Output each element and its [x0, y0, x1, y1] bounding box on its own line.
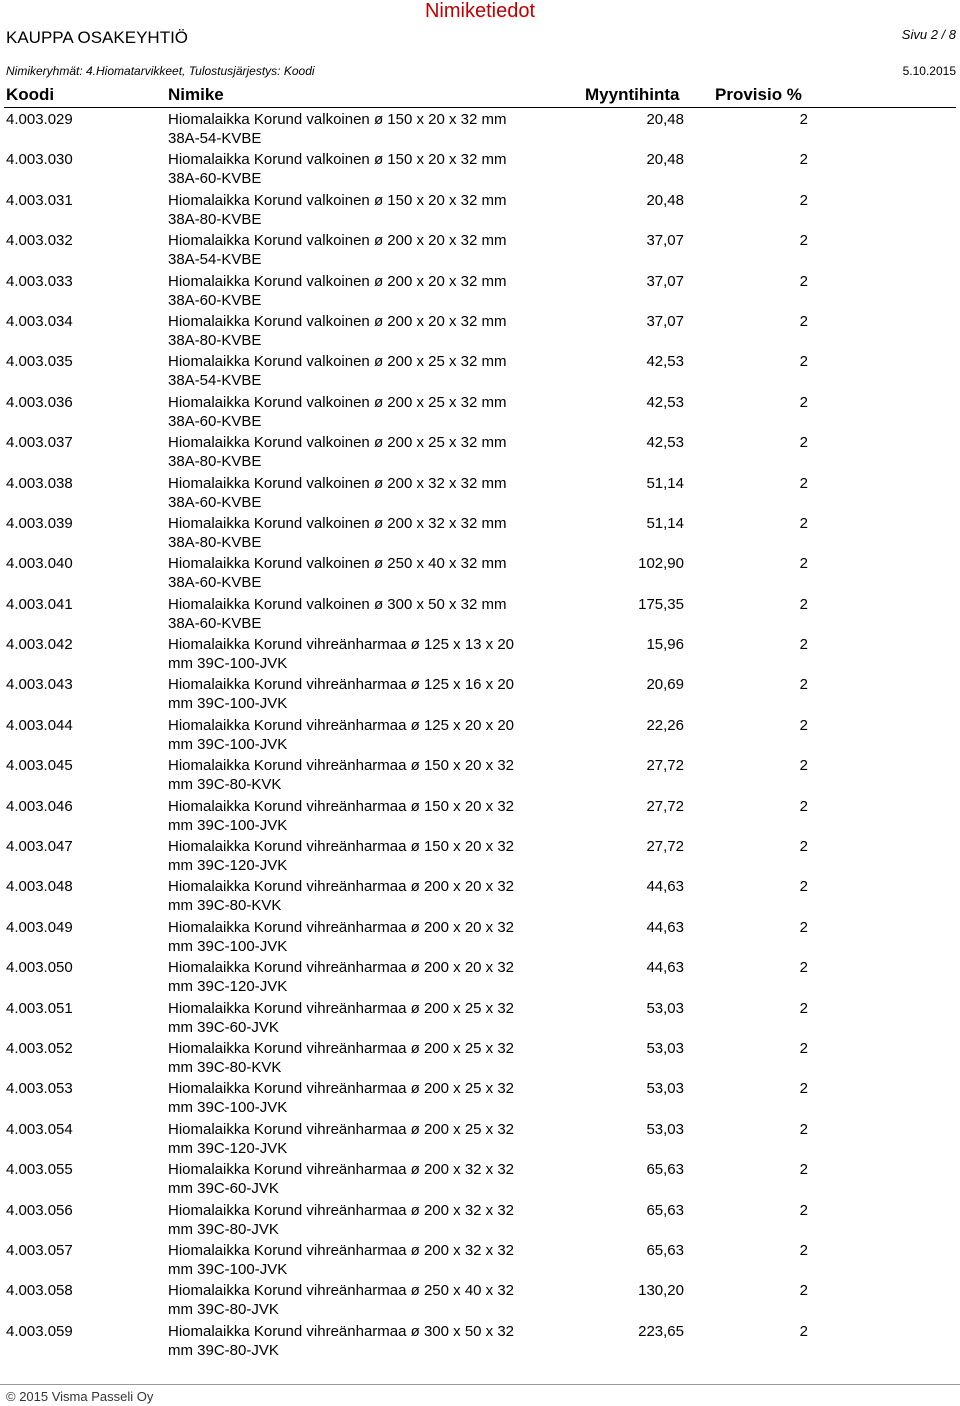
table-row [0, 312, 960, 352]
item-price: 130,20 [638, 1282, 684, 1300]
item-code: 4.003.029 [6, 111, 73, 128]
table-row [0, 474, 960, 514]
footer-divider [0, 1384, 960, 1385]
item-table [0, 110, 960, 1362]
item-price: 223,65 [638, 1322, 684, 1340]
item-provision: 2 [799, 393, 808, 411]
item-code: 4.003.049 [6, 918, 73, 936]
item-code: 4.003.035 [6, 353, 73, 371]
item-provision: 2 [799, 716, 808, 734]
item-provision: 2 [799, 555, 808, 573]
item-provision: 2 [799, 434, 808, 452]
table-row [0, 1201, 960, 1241]
item-code: 4.003.031 [6, 191, 73, 209]
item-name: Hiomalaikka Korund vihreänharmaa ø 200 x 20 x 32 mm 39C-120-JVK [168, 959, 515, 996]
table-row [0, 1281, 960, 1321]
item-price: 20,69 [646, 676, 684, 694]
item-name: Hiomalaikka Korund vihreänharmaa ø 200 x 20 x 32 mm 39C-80-KVK [168, 878, 515, 915]
report-date: 5.10.2015 [902, 64, 956, 78]
item-name: Hiomalaikka Korund vihreänharmaa ø 200 x 25 x 32 mm 39C-80-KVK [168, 1039, 515, 1076]
footer-copyright: © 2015 Visma Passeli Oy [6, 1389, 154, 1404]
column-header-name: Nimike [168, 85, 224, 104]
item-provision: 2 [799, 151, 808, 169]
item-price: 51,14 [646, 474, 684, 492]
item-name: Hiomalaikka Korund vihreänharmaa ø 125 x 16 x 20 mm 39C-100-JVK [168, 676, 515, 713]
item-provision: 2 [799, 595, 808, 613]
item-provision: 2 [799, 111, 808, 128]
item-price: 27,72 [646, 797, 684, 815]
item-price: 20,48 [646, 111, 684, 128]
item-provision: 2 [799, 636, 808, 654]
item-price: 37,07 [646, 232, 684, 250]
item-code: 4.003.043 [6, 676, 73, 694]
item-code: 4.003.034 [6, 312, 73, 330]
item-code: 4.003.047 [6, 838, 73, 856]
item-name: Hiomalaikka Korund vihreänharmaa ø 150 x 20 x 32 mm 39C-100-JVK [168, 797, 515, 834]
item-price: 53,03 [646, 1039, 684, 1057]
item-code: 4.003.039 [6, 514, 73, 532]
item-name: Hiomalaikka Korund vihreänharmaa ø 200 x 25 x 32 mm 39C-120-JVK [168, 1120, 515, 1157]
item-provision: 2 [799, 959, 808, 977]
item-code: 4.003.030 [6, 151, 73, 169]
table-row [0, 595, 960, 635]
table-row [0, 1079, 960, 1119]
item-code: 4.003.053 [6, 1080, 73, 1098]
table-row [0, 837, 960, 877]
item-name: Hiomalaikka Korund valkoinen ø 300 x 50 x 32 mm 38A-60-KVBE [168, 595, 507, 632]
item-name: Hiomalaikka Korund vihreänharmaa ø 300 x 50 x 32 mm 39C-80-JVK [168, 1322, 515, 1359]
item-name: Hiomalaikka Korund vihreänharmaa ø 150 x 20 x 32 mm 39C-120-JVK [168, 838, 515, 875]
item-provision: 2 [799, 676, 808, 694]
item-name: Hiomalaikka Korund valkoinen ø 150 x 20 x 32 mm 38A-54-KVBE [168, 111, 507, 147]
item-provision: 2 [799, 797, 808, 815]
document-title: Nimiketiedot [424, 0, 536, 22]
table-row [0, 514, 960, 554]
table-row [0, 110, 960, 150]
item-provision: 2 [799, 1080, 808, 1098]
item-price: 53,03 [646, 1080, 684, 1098]
item-name: Hiomalaikka Korund valkoinen ø 150 x 20 x 32 mm 38A-80-KVBE [168, 191, 507, 228]
item-price: 27,72 [646, 838, 684, 856]
item-name: Hiomalaikka Korund vihreänharmaa ø 200 x 32 x 32 mm 39C-80-JVK [168, 1201, 515, 1238]
item-price: 53,03 [646, 1120, 684, 1138]
table-row [0, 1241, 960, 1281]
item-price: 102,90 [638, 555, 684, 573]
item-provision: 2 [799, 1201, 808, 1219]
item-name: Hiomalaikka Korund vihreänharmaa ø 200 x 25 x 32 mm 39C-100-JVK [168, 1080, 515, 1117]
page-number: Sivu 2 / 8 [901, 27, 956, 42]
item-code: 4.003.059 [6, 1322, 73, 1340]
item-code: 4.003.032 [6, 232, 73, 250]
table-row [0, 999, 960, 1039]
item-price: 22,26 [646, 716, 684, 734]
item-price: 42,53 [646, 353, 684, 371]
table-row [0, 877, 960, 917]
table-row [0, 554, 960, 594]
item-provision: 2 [799, 1322, 808, 1340]
item-name: Hiomalaikka Korund vihreänharmaa ø 150 x 20 x 32 mm 39C-80-KVK [168, 757, 515, 794]
table-row [0, 1120, 960, 1160]
item-provision: 2 [799, 918, 808, 936]
column-header-code: Koodi [6, 85, 55, 104]
table-row [0, 1039, 960, 1079]
item-code: 4.003.056 [6, 1201, 73, 1219]
item-price: 51,14 [646, 514, 684, 532]
table-row [0, 272, 960, 312]
item-price: 44,63 [646, 878, 684, 896]
item-provision: 2 [799, 474, 808, 492]
item-code: 4.003.036 [6, 393, 73, 411]
item-provision: 2 [799, 232, 808, 250]
table-row [0, 958, 960, 998]
table-row [0, 1322, 960, 1362]
table-row [0, 191, 960, 231]
table-row [0, 716, 960, 756]
item-code: 4.003.055 [6, 1161, 73, 1179]
item-name: Hiomalaikka Korund vihreänharmaa ø 200 x 25 x 32 mm 39C-60-JVK [168, 999, 515, 1036]
column-header-price: Myyntihinta [585, 85, 680, 104]
item-name: Hiomalaikka Korund valkoinen ø 200 x 20 x 32 mm 38A-80-KVBE [168, 312, 507, 349]
item-name: Hiomalaikka Korund valkoinen ø 200 x 25 x 32 mm 38A-54-KVBE [168, 353, 507, 390]
item-name: Hiomalaikka Korund vihreänharmaa ø 200 x 32 x 32 mm 39C-100-JVK [168, 1241, 515, 1278]
item-price: 20,48 [646, 151, 684, 169]
item-name: Hiomalaikka Korund valkoinen ø 200 x 20 x 32 mm 38A-60-KVBE [168, 272, 507, 309]
company-name: KAUPPA OSAKEYHTIÖ [6, 28, 189, 47]
table-row [0, 352, 960, 392]
item-name: Hiomalaikka Korund valkoinen ø 200 x 32 x 32 mm 38A-80-KVBE [168, 514, 507, 551]
item-price: 65,63 [646, 1241, 684, 1259]
table-row [0, 433, 960, 473]
item-price: 37,07 [646, 312, 684, 330]
table-row [0, 150, 960, 190]
item-name: Hiomalaikka Korund vihreänharmaa ø 250 x 40 x 32 mm 39C-80-JVK [168, 1282, 515, 1319]
item-name: Hiomalaikka Korund vihreänharmaa ø 125 x 13 x 20 mm 39C-100-JVK [168, 636, 515, 673]
item-code: 4.003.054 [6, 1120, 73, 1138]
item-price: 15,96 [646, 636, 684, 654]
item-code: 4.003.044 [6, 716, 73, 734]
item-name: Hiomalaikka Korund valkoinen ø 200 x 20 x 32 mm 38A-54-KVBE [168, 232, 507, 269]
item-price: 20,48 [646, 191, 684, 209]
item-name: Hiomalaikka Korund valkoinen ø 250 x 40 x 32 mm 38A-60-KVBE [168, 555, 507, 592]
table-row [0, 393, 960, 433]
item-price: 65,63 [646, 1201, 684, 1219]
table-row [0, 1160, 960, 1200]
item-provision: 2 [799, 272, 808, 290]
item-code: 4.003.046 [6, 797, 73, 815]
item-name: Hiomalaikka Korund vihreänharmaa ø 200 x 32 x 32 mm 39C-60-JVK [168, 1161, 515, 1198]
item-code: 4.003.048 [6, 878, 73, 896]
item-name: Hiomalaikka Korund vihreänharmaa ø 200 x 20 x 32 mm 39C-100-JVK [168, 918, 515, 955]
item-code: 4.003.040 [6, 555, 73, 573]
item-provision: 2 [799, 191, 808, 209]
item-code: 4.003.041 [6, 595, 73, 613]
item-provision: 2 [799, 1241, 808, 1259]
item-provision: 2 [799, 1161, 808, 1179]
item-price: 42,53 [646, 434, 684, 452]
item-code: 4.003.050 [6, 959, 73, 977]
table-row [0, 918, 960, 958]
item-price: 53,03 [646, 999, 684, 1017]
item-price: 44,63 [646, 959, 684, 977]
table-row [0, 231, 960, 271]
item-provision: 2 [799, 1039, 808, 1057]
item-code: 4.003.038 [6, 474, 73, 492]
item-code: 4.003.058 [6, 1282, 73, 1300]
item-price: 37,07 [646, 272, 684, 290]
item-provision: 2 [799, 1120, 808, 1138]
item-price: 27,72 [646, 757, 684, 775]
item-name: Hiomalaikka Korund valkoinen ø 200 x 25 x 32 mm 38A-60-KVBE [168, 393, 507, 430]
header-divider [4, 107, 956, 108]
item-provision: 2 [799, 999, 808, 1017]
table-row [0, 635, 960, 675]
item-code: 4.003.052 [6, 1039, 73, 1057]
item-price: 65,63 [646, 1161, 684, 1179]
item-price: 175,35 [638, 595, 684, 613]
item-provision: 2 [799, 878, 808, 896]
table-row [0, 675, 960, 715]
item-name: Hiomalaikka Korund valkoinen ø 200 x 32 x 32 mm 38A-60-KVBE [168, 474, 507, 511]
item-code: 4.003.037 [6, 434, 73, 452]
item-provision: 2 [799, 353, 808, 371]
item-provision: 2 [799, 757, 808, 775]
item-provision: 2 [799, 1282, 808, 1300]
item-name: Hiomalaikka Korund valkoinen ø 200 x 25 x 32 mm 38A-80-KVBE [168, 434, 507, 471]
item-code: 4.003.057 [6, 1241, 73, 1259]
item-code: 4.003.033 [6, 272, 73, 290]
item-code: 4.003.042 [6, 636, 73, 654]
item-provision: 2 [799, 514, 808, 532]
item-code: 4.003.051 [6, 999, 73, 1017]
item-provision: 2 [799, 312, 808, 330]
item-price: 42,53 [646, 393, 684, 411]
table-row [0, 756, 960, 796]
item-price: 44,63 [646, 918, 684, 936]
column-header-provision: Provisio % [715, 85, 802, 104]
item-name: Hiomalaikka Korund vihreänharmaa ø 125 x 20 x 20 mm 39C-100-JVK [168, 716, 515, 753]
table-row [0, 797, 960, 837]
item-code: 4.003.045 [6, 757, 73, 775]
item-name: Hiomalaikka Korund valkoinen ø 150 x 20 x 32 mm 38A-60-KVBE [168, 151, 507, 188]
item-groups-filter: Nimikeryhmät: 4.Hiomatarvikkeet, Tulostusjärjestys: Koodi [6, 64, 315, 78]
item-provision: 2 [799, 838, 808, 856]
